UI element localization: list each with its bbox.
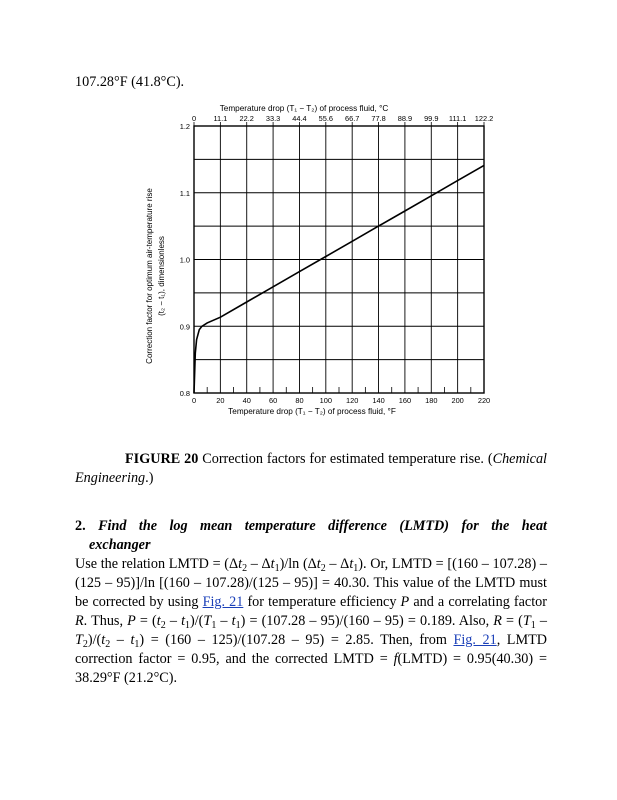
body-text: – Δ xyxy=(325,556,350,572)
body-text: – xyxy=(216,613,232,629)
tick-label-bottom: 40 xyxy=(242,396,251,405)
subscript: 1 xyxy=(274,563,280,574)
var-t: t xyxy=(156,613,161,629)
var-t: t xyxy=(270,556,275,572)
var-t: t xyxy=(130,632,135,648)
tick-label-top: 33.3 xyxy=(265,114,281,123)
body-text: – xyxy=(535,613,548,629)
body-text: = ( xyxy=(501,613,523,629)
body-text: ) = (160 – 125)/(107.28 – 95) = 2.85. Then, from xyxy=(139,632,454,648)
body-text: , LMTD correction factor = 0.95, and the corrected LMTD = xyxy=(75,632,547,667)
subscript: 1 xyxy=(134,639,140,650)
subscript: 1 xyxy=(530,620,536,631)
var-r: R xyxy=(75,613,84,629)
var-t: t xyxy=(238,556,243,572)
var-t: t xyxy=(231,613,236,629)
step-heading xyxy=(75,517,547,555)
subscript: 2 xyxy=(105,639,111,650)
y-axis-title: Correction factor for optimum air-temperature rise xyxy=(145,188,154,364)
caption-source: Chemical Engineering xyxy=(75,451,547,486)
var-T: T xyxy=(522,613,531,629)
tick-label-top: 0 xyxy=(191,114,197,123)
body-text: )/( xyxy=(87,632,102,648)
subscript: 1 xyxy=(211,620,217,631)
var-T: T xyxy=(203,613,212,629)
var-t: t xyxy=(316,556,321,572)
tick-label-top: 11.1 xyxy=(213,114,228,123)
var-p: P xyxy=(127,613,136,629)
body-text: – Δ xyxy=(247,556,271,572)
correction-factor-curve xyxy=(194,165,484,393)
fig-21-link[interactable]: Fig. 21 xyxy=(453,632,497,648)
tick-label-bottom: 20 xyxy=(216,396,225,405)
var-f: f xyxy=(393,651,398,667)
subscript: 2 xyxy=(160,620,166,631)
body-text: ) = (107.28 – 95)/(160 – 95) = 0.189. Also, xyxy=(240,613,494,629)
var-r: R xyxy=(493,613,502,629)
body-text: )/ln (Δ xyxy=(279,556,317,572)
tick-label-top: 88.9 xyxy=(397,114,413,123)
figure-number: FIGURE 20 xyxy=(125,451,199,467)
body-text: (LMTD) = 0.95(40.30) = 38.29°F (21.2°C). xyxy=(75,651,547,686)
caption-text: Correction factors for estimated temperature rise. ( xyxy=(198,451,493,467)
var-t: t xyxy=(349,556,354,572)
body-text: ). Or, LMTD = [(160 – 107.28) – (125 – 95)]/ln [(160 – 107.28)/(125 – 95)] = 40.30. This value of the LMTD must be corrected by using xyxy=(75,556,548,610)
fig-21-link[interactable]: Fig. 21 xyxy=(202,594,244,610)
top-axis-title: Temperature drop (T₁ − T₂) of process fluid, °C xyxy=(219,104,389,113)
tick-label-top: 111.1 xyxy=(448,114,467,123)
tick-label-top: 122.2 xyxy=(474,114,494,123)
tick-label-y: 0.9 xyxy=(179,322,190,332)
body-text: = ( xyxy=(135,613,157,629)
tick-label-bottom: 0 xyxy=(191,396,197,405)
correction-factor-chart xyxy=(140,98,510,420)
tick-label-top: 66.7 xyxy=(344,114,360,123)
body-text: – xyxy=(165,613,182,629)
tick-label-top: 22.2 xyxy=(239,114,254,123)
step-title: Find the log mean temperature difference (LMTD) for the heat xyxy=(85,518,547,534)
tick-label-bottom: 180 xyxy=(425,396,438,405)
tick-label-top: 44.4 xyxy=(292,114,307,123)
tick-label-top: 55.6 xyxy=(318,114,334,123)
y-axis-subtitle: (t₂ − t₁), dimensionless xyxy=(157,236,166,316)
var-p: P xyxy=(400,594,410,610)
tick-label-bottom: 160 xyxy=(398,396,412,405)
tick-label-top: 77.8 xyxy=(371,114,386,123)
tick-label-y: 1.2 xyxy=(179,122,190,131)
body-text: . Thus, xyxy=(83,613,128,629)
tick-label-bottom: 120 xyxy=(346,396,359,405)
tick-label-bottom: 220 xyxy=(477,396,491,405)
caption-end: .) xyxy=(145,470,154,486)
subscript: 2 xyxy=(242,563,248,574)
body-paragraph xyxy=(75,555,547,688)
var-t: t xyxy=(181,613,186,629)
step-number: 2. xyxy=(75,518,86,534)
grid-lines xyxy=(194,126,484,393)
body-text: – xyxy=(110,632,131,648)
tick-label-bottom: 140 xyxy=(372,396,385,405)
tick-label-y: 1.0 xyxy=(179,255,190,265)
figure-caption xyxy=(75,450,547,488)
step-heading-line1 xyxy=(75,517,547,536)
var-t: t xyxy=(101,632,106,648)
previous-page-text: 107.28°F (41.8°C). xyxy=(75,74,185,90)
subscript: 1 xyxy=(235,620,241,631)
subscript: 2 xyxy=(320,563,326,574)
subscript: 1 xyxy=(353,563,359,574)
tick-label-y: 1.1 xyxy=(179,188,190,198)
body-text: for temperature efficiency xyxy=(243,594,401,610)
tick-label-bottom: 80 xyxy=(295,396,304,405)
subscript: 2 xyxy=(82,639,88,650)
var-T: T xyxy=(75,632,83,648)
body-text: )/( xyxy=(190,613,204,629)
tick-label-top: 99.9 xyxy=(424,114,439,123)
subscript: 1 xyxy=(185,620,191,631)
body-text: and a correlating factor xyxy=(409,594,547,610)
bottom-axis-title: Temperature drop (T₁ − T₂) of process fluid, °F xyxy=(228,407,396,416)
tick-label-y: 0.8 xyxy=(179,389,190,398)
body-text: Use the relation LMTD = (Δ xyxy=(75,556,239,572)
tick-label-bottom: 100 xyxy=(319,396,332,405)
step-heading-line2: exchanger xyxy=(89,537,151,553)
tick-label-bottom: 200 xyxy=(451,396,464,405)
tick-label-bottom: 60 xyxy=(268,396,278,405)
